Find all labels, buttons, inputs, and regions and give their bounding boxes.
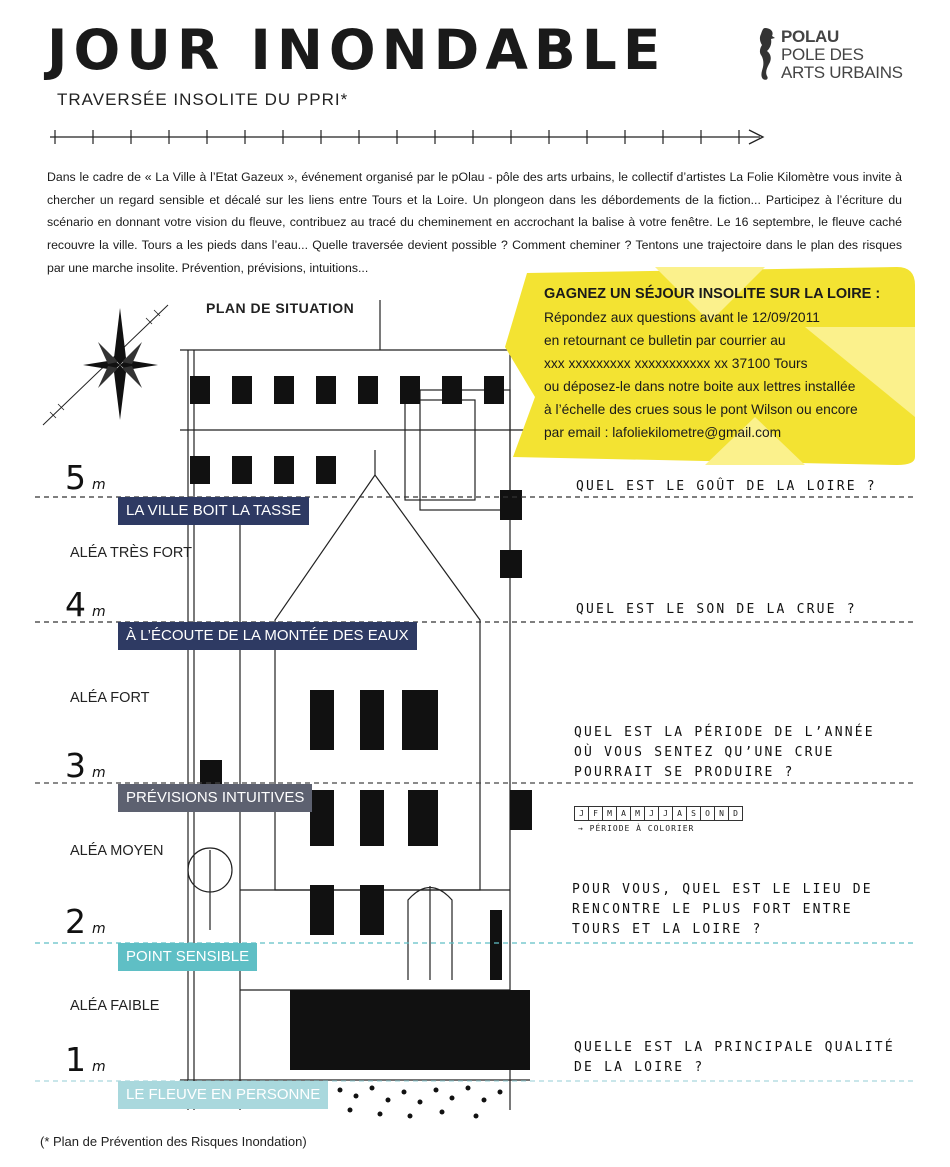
logo-line-2: POLE DES xyxy=(781,45,864,64)
question-qualite xyxy=(574,1038,895,1078)
month-cell[interactable]: J xyxy=(658,806,673,821)
question-line: RENCONTRE LE PLUS FORT ENTRE xyxy=(572,902,853,917)
logo-line-1: POLAU xyxy=(781,27,840,46)
level-3m-value: 3 xyxy=(65,746,86,785)
month-cell[interactable]: J xyxy=(644,806,659,821)
month-cell[interactable]: A xyxy=(672,806,687,821)
level-unit: m xyxy=(92,921,106,937)
level-4m xyxy=(65,585,106,624)
question-lieu xyxy=(572,880,873,940)
alea-faible: ALÉA FAIBLE xyxy=(70,998,160,1014)
band-ecoute-montee-des-eaux: À L’ÉCOUTE DE LA MONTÉE DES EAUX xyxy=(118,622,417,650)
band-previsions-intuitives: PRÉVISIONS INTUITIVES xyxy=(118,784,312,812)
promo-line-2: en retournant ce bulletin par courrier au xyxy=(544,333,786,348)
month-cell[interactable]: A xyxy=(616,806,631,821)
plan-label: PLAN DE SITUATION xyxy=(206,300,355,316)
level-unit: m xyxy=(92,604,106,620)
question-line: QUEL EST LA PÉRIODE DE L’ANNÉE xyxy=(574,725,875,740)
month-cell[interactable]: J xyxy=(574,806,589,821)
level-1m xyxy=(65,1040,106,1079)
question-line: TOURS ET LA LOIRE ? xyxy=(572,922,763,937)
question-line: OÙ VOUS SENTEZ QU’UNE CRUE xyxy=(574,745,835,760)
month-grid xyxy=(574,803,742,817)
alea-tres-fort: ALÉA TRÈS FORT xyxy=(70,545,192,561)
question-periode xyxy=(574,723,875,783)
page-title: JOUR INONDABLE xyxy=(47,18,667,82)
level-1m-value: 1 xyxy=(65,1040,86,1079)
promo-line-5: à l’échelle des crues sous le pont Wilson ou encore xyxy=(544,402,858,417)
level-unit: m xyxy=(92,1059,106,1075)
month-cell[interactable]: M xyxy=(630,806,645,821)
question-line: POURRAIT SE PRODUIRE ? xyxy=(574,765,795,780)
question-line: DE LA LOIRE ? xyxy=(574,1060,705,1075)
question-line: POUR VOUS, QUEL EST LE LIEU DE xyxy=(572,882,873,897)
page-subtitle: TRAVERSÉE INSOLITE DU PPRI* xyxy=(57,90,349,109)
level-unit: m xyxy=(92,765,106,781)
scale-arrow xyxy=(45,125,770,149)
band-le-fleuve-en-personne: LE FLEUVE EN PERSONNE xyxy=(118,1081,328,1109)
seahorse-icon xyxy=(755,26,777,82)
question-son xyxy=(576,600,857,620)
band-la-ville-boit-la-tasse: LA VILLE BOIT LA TASSE xyxy=(118,497,309,525)
promo-title: GAGNEZ UN SÉJOUR INSOLITE SUR LA LOIRE : xyxy=(544,286,881,302)
intro-paragraph: Dans le cadre de « La Ville à l’Etat Gazeux », événement organisé par le pOlau - pôle des arts urbains, le collectif d’artistes La Folie Kilomètre vous invite à chercher un regard sensible et décalé sur les liens entre Tours et la Loire. Un plongeon dans les débordements de la fiction... Participez à l’écriture du scénario en donnant votre vision du fleuve, contribuez au tracé du cheminement en accrochant la balise à votre fenêtre. Le 16 septembre, le fleuve caché recouvre la ville. Tours a les pieds dans l’eau... Quelle traversée devient possible ? Comment cheminer ? Tentons une trajectoire dans le plan des risques par une marche insolite. Prévention, prévisions, intuitions... xyxy=(47,170,902,275)
footnote: (* Plan de Prévention des Risques Inondation) xyxy=(40,1134,307,1149)
question-gout xyxy=(576,477,877,497)
level-2m xyxy=(65,902,106,941)
months-note: → PÉRIODE À COLORIER xyxy=(578,824,695,833)
month-cell[interactable]: F xyxy=(588,806,603,821)
question-line: QUEL EST LE GOÛT DE LA LOIRE ? xyxy=(576,479,877,494)
compass-rose-icon xyxy=(38,300,173,430)
level-5m-value: 5 xyxy=(65,458,86,497)
level-2m-value: 2 xyxy=(65,902,86,941)
promo-line-4: ou déposez-le dans notre boite aux lettres installée xyxy=(544,379,856,394)
logo-line-3: ARTS URBAINS xyxy=(781,63,903,82)
month-cell[interactable]: M xyxy=(602,806,617,821)
promo-line-1: Répondez aux questions avant le 12/09/2011 xyxy=(544,310,820,325)
alea-fort: ALÉA FORT xyxy=(70,690,150,706)
level-3m xyxy=(65,746,106,785)
question-line: QUELLE EST LA PRINCIPALE QUALITÉ xyxy=(574,1040,895,1055)
month-cell[interactable]: D xyxy=(728,806,743,821)
month-cell[interactable]: N xyxy=(714,806,729,821)
promo-line-email[interactable]: par email : lafoliekilometre@gmail.com xyxy=(544,425,782,440)
polau-logo xyxy=(755,26,915,86)
level-unit: m xyxy=(92,477,106,493)
question-line: QUEL EST LE SON DE LA CRUE ? xyxy=(576,602,857,617)
alea-moyen: ALÉA MOYEN xyxy=(70,843,164,859)
month-cell[interactable]: S xyxy=(686,806,701,821)
promo-line-3: xxx xxxxxxxxx xxxxxxxxxxx xx 37100 Tours xyxy=(544,356,808,371)
band-point-sensible: POINT SENSIBLE xyxy=(118,943,257,971)
month-cell[interactable]: O xyxy=(700,806,715,821)
level-4m-value: 4 xyxy=(65,585,86,624)
level-5m xyxy=(65,458,106,497)
